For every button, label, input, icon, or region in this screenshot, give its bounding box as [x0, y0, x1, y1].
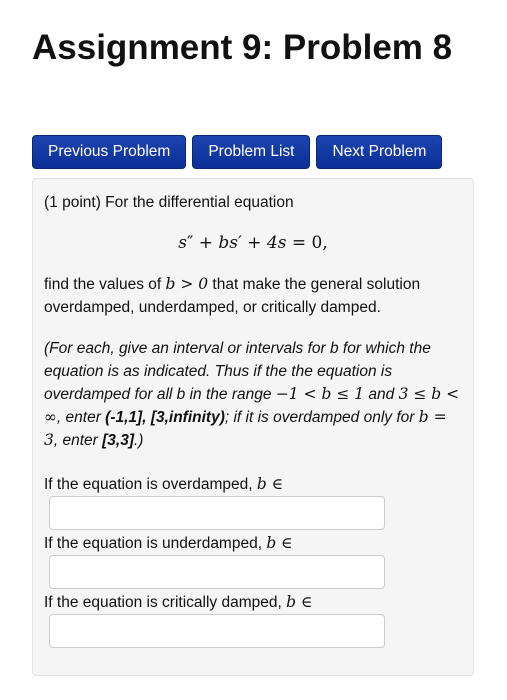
example-answer-2: [3,3]: [102, 432, 134, 449]
problem-panel: [32, 178, 474, 676]
problem-navigation: [32, 135, 442, 169]
underdamped-label: If the equation is underdamped, b ∈: [44, 534, 293, 552]
underdamped-input[interactable]: [49, 555, 385, 589]
overdamped-label: If the equation is overdamped, b ∈: [44, 475, 284, 493]
overdamped-input[interactable]: [49, 496, 385, 530]
problem-list-button[interactable]: Problem List: [192, 135, 310, 169]
critically-damped-label: If the equation is critically damped, b ∈: [44, 593, 313, 611]
next-problem-button[interactable]: Next Problem: [316, 135, 442, 169]
page-title: Assignment 9: Problem 8: [32, 28, 453, 67]
previous-problem-button[interactable]: Previous Problem: [32, 135, 186, 169]
differential-equation: s″ + bs′ + 4s = 0,: [178, 233, 328, 253]
problem-intro: (1 point) For the differential equation: [44, 194, 294, 211]
example-answer-1: (-1,1], [3,infinity): [105, 409, 225, 426]
critically-damped-input[interactable]: [49, 614, 385, 648]
problem-note: (For each, give an interval or intervals for b for which the equation is as indicated. Thus if the the equation is overdamped for all b in the range −1 < b ≤ 1 and 3 ≤ b < ∞, enter (-1,1], [3,infinity); if it is overdamped only for b = 3, enter [3,3].): [44, 340, 460, 449]
problem-instruction: find the values of b > 0 that make the general solution overdamped, underdamped, or critically damped.: [44, 275, 421, 316]
